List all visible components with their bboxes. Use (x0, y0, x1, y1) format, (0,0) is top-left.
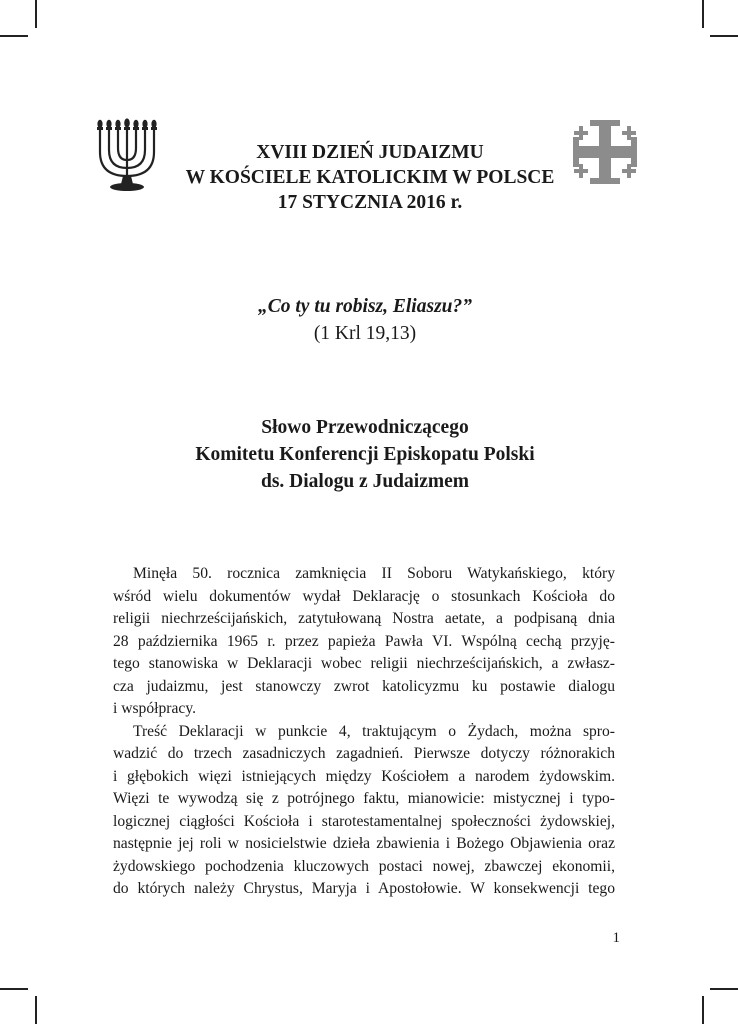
body-line: cza judaizmu, jest stanowczy zwrot katolicyzmu ku postawie dialogu (113, 677, 615, 695)
page-number: 1 (612, 930, 620, 946)
motto-quote: „Co ty tu robisz, Eliaszu?” (257, 296, 472, 317)
body-line: i głębokich więzi istniejących między Kościołem a narodem żydowskim. (113, 767, 615, 785)
body-line: logicznej ciągłości Kościoła i starotestamentalnej społeczności żydowskiej, (113, 812, 615, 830)
crop-mark-bottom-right-horizontal (710, 988, 738, 990)
crop-mark-top-right-horizontal (710, 35, 738, 37)
body-line: następnie jej roli w nosicielstwie dzieła zbawienia i Bożego Objawienia oraz (113, 835, 615, 852)
body-line: wadzić do trzech zasadniczych zagadnień. Pierwsze dotyczy różnorakich (113, 745, 615, 762)
motto (100, 293, 630, 347)
crop-mark-top-left-vertical (35, 0, 37, 28)
body-line: żydowskiego pochodzenia kluczowych postaci nowej, zbawczej ekonomii, (113, 857, 615, 875)
subtitle-line-1: Słowo Przewodniczącego (261, 417, 469, 438)
body-text (113, 563, 615, 901)
section-heading (100, 414, 630, 495)
menorah-icon (88, 114, 166, 194)
subtitle-line-3: ds. Dialogu z Judaizmem (260, 471, 469, 492)
motto-reference: (1 Krl 19,13) (313, 323, 417, 344)
crop-mark-top-left-horizontal (0, 35, 28, 37)
jerusalem-cross-icon (570, 117, 640, 187)
body-line: religii niechrześcijańskich, zatytułowaną Nostra aetate, a podpisaną dnia (113, 610, 615, 627)
body-line: tego stanowiska w Deklaracji wobec religii niechrześcijańskich, a zwłasz- (113, 655, 615, 672)
subtitle-line-2: Komitetu Konferencji Episkopatu Polski (195, 444, 535, 465)
body-line: Minęła 50. rocznica zamknięcia II Soboru Watykańskiego, który (133, 565, 615, 582)
body-line: do których należy Chrystus, Maryja i Apostołowie. W konsekwencji tego (113, 880, 615, 897)
body-line: wśród wielu dokumentów wydał Deklarację o stosunkach Kościoła do (113, 587, 615, 605)
body-line: 28 października 1965 r. przez papieża Pawła VI. Wspólną cechą przyję- (113, 632, 615, 650)
body-line: i współpracy. (113, 700, 197, 717)
title-line-3: 17 STYCZNIA 2016 r. (277, 192, 463, 213)
body-line: Treść Deklaracji w punkcie 4, traktującym o Żydach, można spro- (133, 722, 615, 740)
page-title (160, 140, 580, 215)
title-line-1: XVIII DZIEŃ JUDAIZMU (256, 142, 484, 163)
body-line: Więzi te wywodzą się z potrójnego faktu, mianowicie: mistycznej i typo- (113, 790, 615, 807)
title-line-2: W KOŚCIELE KATOLICKIM W POLSCE (185, 167, 555, 188)
crop-mark-bottom-left-vertical (35, 996, 37, 1024)
crop-mark-bottom-left-horizontal (0, 988, 28, 990)
crop-mark-top-right-vertical (702, 0, 704, 28)
crop-mark-bottom-right-vertical (702, 996, 704, 1024)
